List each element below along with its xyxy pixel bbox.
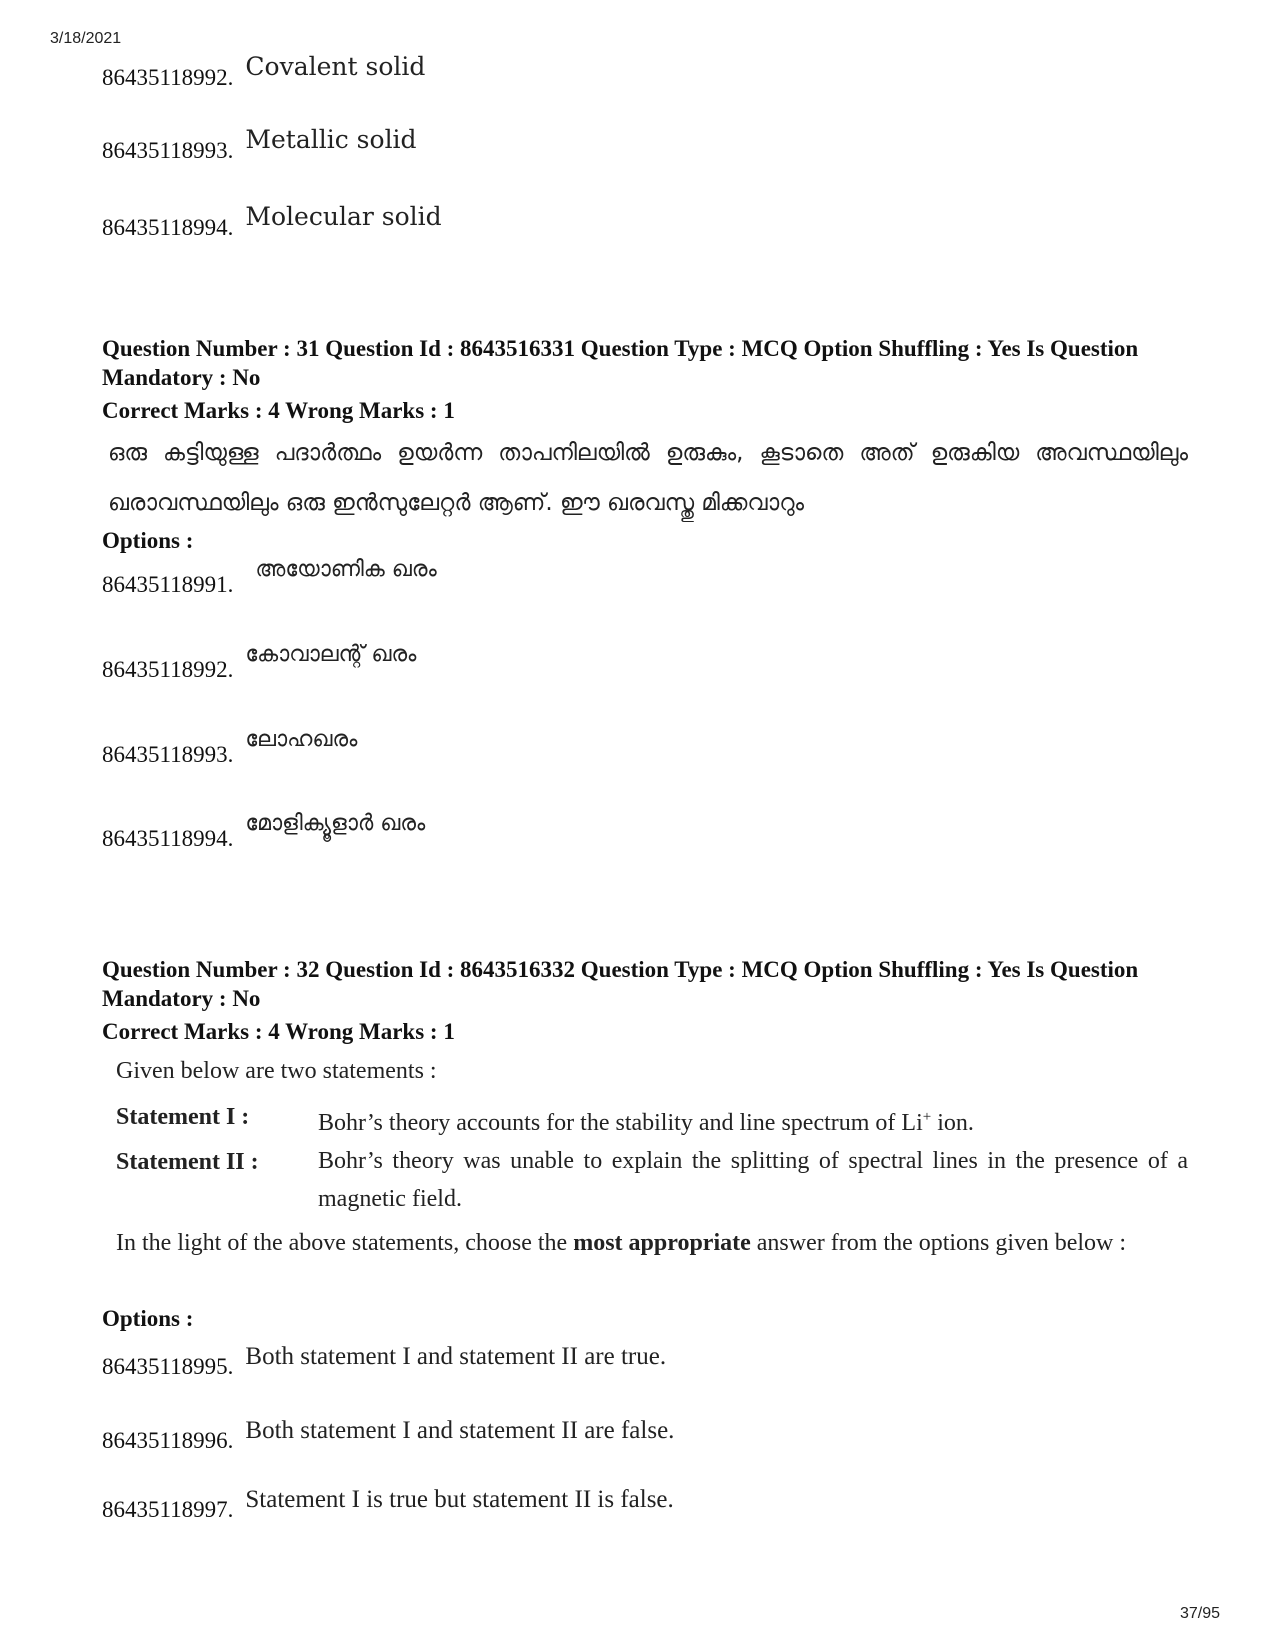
- option-row: [102, 557, 437, 598]
- option-row: [102, 1417, 675, 1454]
- option-row: [102, 642, 417, 683]
- option-id: 86435118996.: [102, 1428, 234, 1453]
- option-id: 86435118991.: [102, 572, 234, 597]
- question-32-marks: Correct Marks : 4 Wrong Marks : 1: [102, 1019, 455, 1044]
- question-31-options-label: Options :: [102, 528, 194, 553]
- option-id: 86435118992.: [102, 65, 234, 90]
- option-id: 86435118995.: [102, 1354, 234, 1379]
- option-text: Metallic solid: [245, 125, 417, 154]
- statement-2-label: Statement II :: [116, 1149, 259, 1175]
- option-id: 86435118992.: [102, 657, 234, 682]
- statement-1-tail: ion.: [931, 1110, 974, 1136]
- option-text: Both statement I and statement II are true.: [245, 1343, 667, 1370]
- option-row: [102, 125, 417, 164]
- option-id: 86435118994.: [102, 826, 234, 851]
- option-row: [102, 811, 426, 852]
- question-31-text: ഒരു കട്ടിയുള്ള പദാർത്ഥം ഉയർന്ന താപനിലയിൽ ഉരുകും, കൂടാതെ അത് ഉരുകിയ അവസ്ഥയിലും ഖരാവസ്ഥയിലും ഒരു ഇൻസുലേറ്റർ ആണ്. ഈ ഖരവസ്തു മിക്കവാറും: [108, 440, 1188, 516]
- option-row: [102, 1486, 674, 1523]
- option-text: അയോണിക ഖരം: [255, 557, 437, 582]
- superscript: +: [922, 1109, 932, 1125]
- option-text: Covalent solid: [245, 52, 426, 81]
- option-text: മോളിക്യൂളാർ ഖരം: [245, 811, 426, 836]
- option-id: 86435118994.: [102, 215, 234, 240]
- option-text: Molecular solid: [245, 202, 442, 231]
- question-32-options-label: Options :: [102, 1306, 194, 1331]
- option-row: [102, 1343, 667, 1380]
- question-32-prompt: [116, 1224, 1188, 1262]
- option-text: കോവാലന്റ് ഖരം: [245, 642, 417, 667]
- option-row: [102, 202, 442, 241]
- prompt-text-end: answer from the options given below :: [750, 1230, 1127, 1256]
- option-text: Both statement I and statement II are false.: [245, 1417, 675, 1444]
- option-text: Statement I is true but statement II is false.: [245, 1486, 674, 1513]
- option-id: 86435118997.: [102, 1497, 234, 1522]
- option-id: 86435118993.: [102, 742, 234, 767]
- question-31-marks: Correct Marks : 4 Wrong Marks : 1: [102, 398, 455, 423]
- page-number: 37/95: [1180, 1605, 1221, 1622]
- option-row: [102, 727, 358, 768]
- prompt-text: In the light of the above statements, choose the: [116, 1230, 574, 1256]
- statement-2-text: Bohr’s theory was unable to explain the splitting of spectral lines in the presence of a magnetic field.: [318, 1148, 1188, 1212]
- question-32-header: Question Number : 32 Question Id : 8643516332 Question Type : MCQ Option Shuffling : Yes Is Question Mandatory : No: [102, 957, 1139, 1011]
- statement-1-body: Bohr’s theory accounts for the stability and line spectrum of Li: [318, 1110, 923, 1136]
- statement-1-label: Statement I :: [116, 1104, 250, 1130]
- question-32-intro: Given below are two statements :: [116, 1058, 437, 1084]
- print-date: 3/18/2021: [50, 30, 122, 47]
- question-31-header: Question Number : 31 Question Id : 8643516331 Question Type : MCQ Option Shuffling : Yes Is Question Mandatory : No: [102, 336, 1139, 390]
- statement-1-text: [318, 1098, 1188, 1142]
- option-row: [102, 52, 426, 91]
- option-text: ലോഹഖരം: [245, 727, 358, 752]
- prompt-emphasis: most appropriate: [573, 1230, 751, 1256]
- option-id: 86435118993.: [102, 138, 234, 163]
